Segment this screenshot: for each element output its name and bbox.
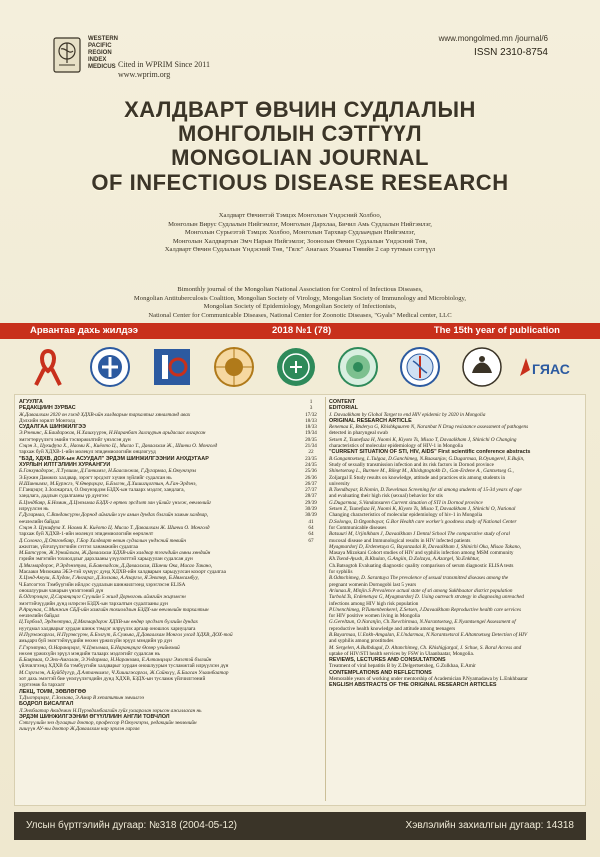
contents-page-number: 18/33 <box>305 424 317 431</box>
founder-line: Mongolian Antituberculosis Coalition, Mongolian Society of Virology, Mongolian Society of Immunology and Microbiology, <box>133 294 467 302</box>
contents-en-entry: CONTENT <box>329 399 356 405</box>
immunology-logo-icon <box>208 345 260 389</box>
contents-mn-entry: Сэцэн З., Цүкифуза Х., Наоми К., Киёото Ц., Мисао Т., Даваалхам Ж., Шинчи О. Монголд <box>19 443 218 450</box>
contents-en-entry: for syphilis <box>329 569 353 576</box>
contents-en-entry: Changing characteristics of molecular epidemiology of hiv-1 in Mongolia <box>329 512 483 519</box>
title-mn-line1: ХАЛДВАРТ ӨВЧИН СУДЛАЛЫН <box>124 97 476 122</box>
contents-en-entry: B.Bayarmaa, U.Enkh-Amgalan, E.Undarmaa, N.Narantsetsral E.Altantsetseg Detection of HIV <box>329 631 528 638</box>
contents-mn-entry: Э.Бужин Дамжих халдвар, зэрэгт эрсдэлт хүчин зүйлийг судалсан нь <box>19 474 172 481</box>
title-mn-line2: МОНГОЛЫН СЭТГҮҮЛ <box>177 121 423 146</box>
contents-page-number: 64 <box>308 524 314 531</box>
column-divider <box>325 397 326 801</box>
contents-en-entry: B.Tsendbayar, B.Nomin, D.Tsevelmaa Screening for sti among students of 15-34 years of age <box>329 487 522 494</box>
partner-logos <box>22 342 578 392</box>
contents-en-entry: Turbold.Ts, Erdenetuya G, Myagmardorj D. Using outreach strategy in diagnosing unreached <box>329 594 524 601</box>
contents-english <box>329 399 581 689</box>
virology-logo-icon <box>146 345 198 389</box>
journal-title <box>0 98 600 196</box>
contents-en-entry: P.Unenchimeg, P.Tumenbenkerel, Z.Setsen, J.Davaalkham Reproductive health care services <box>329 606 521 613</box>
contents-mn-entry: гишүүн АУ-ны доктор Ж.Даваалхам нар эрхлэн гаргав <box>19 726 140 733</box>
contents-mn-entry: ЭРДЭМ ШИНЖИЛГЭЭНИЙ ӨГҮҮЛЛИЙН АНГЛИ ТОВЧЛОЛ <box>19 713 170 720</box>
contents-mn-entry: М.Сэргэлэн, А.Буйбдүгүр, Д.Алтанчимэг, Ч.Хишигжаргал, Ж.Сайнхүү, Б.Баасан Улаанбаатар <box>19 669 229 676</box>
contents-mn-entry: М.Батсүрэн, Ж.Урнийлхам, Ж.Даваалхам ХДХВ-ийн халдвар тээгчдийн амны хөндийн <box>19 550 211 557</box>
contents-en-entry: Batsuuri M, Urjinlkham J, Davaalkham J Dental School The comparative study of oral <box>329 531 510 538</box>
contents-en-entry: "CURRENT SITUATION OF STI, HIV, AIDS" First scientific conference abstracts <box>329 449 531 456</box>
contents-page-number: 17/32 <box>305 411 317 418</box>
contents-mn-entry: өөчлөлийн байдал <box>19 518 60 525</box>
contents-mn-entry: оношлуурын чанарын үнэлгээний дүн <box>19 587 104 594</box>
wprim-line: MEDICUS <box>88 64 116 70</box>
contents-mn-entry: Ч.Батсогтох Тэмбүүгийн ийлдэс судлалын шинжилгээнд хэрэглэсэн ELISA <box>19 581 186 588</box>
contents-mn-entry: нөхөн үржихүйн эрүүл мэндийн талаарх мэдлэгийг судалсан нь <box>19 650 160 657</box>
founder-line: Bimonthly journal of the Mongolian National Association for Control of Infectious Diseases, <box>177 286 423 293</box>
contents-en-entry: Treatment of viral hepatitis B by Z.Delgertsetsheg, G.Zulkhaa, E.Amir <box>329 663 476 670</box>
contents-page-number: 19/34 <box>305 430 317 437</box>
contents-mn-entry: тархаж буй ХДХВ-1-ийн молекул эпидемиологийн өөрчлөлт <box>19 531 154 538</box>
contents-page-number: 28/37 <box>305 493 317 500</box>
contents-en-entry: G.Gereltzun, O.Naranjin, Ch.Tsevchirmaa, N.Narantsetseg, E.Nyamtsengel Assessment of <box>329 619 516 626</box>
founder-line: Монголын Сурьеэтэй Тэмцэх Холбоо, Монголын Тархвар Судлаачдын Нийгэмлэг, <box>184 229 416 237</box>
contents-en-entry: characteristics of molecular epidemiology of HIV-1 in Mongolia <box>329 443 463 450</box>
contents-page-number: 25/36 <box>305 468 317 475</box>
contents-mn-entry: Э.Рэнчинс, Б.Баидаржав, Н.Хашхүүрэн, Н.Наранбат Залгиурын арьдасаас ялгарсан <box>19 430 206 437</box>
contents-en-entry: M. Sergelen, A.Bulbdugul, D. Altanchimeg, Ch. Khishigjargal, J. Schue, S. Baral Access and <box>329 644 522 651</box>
contents-en-entry: for HIV positive women living in Mongolia <box>329 613 420 620</box>
contents-en-entry: for Communicable diseases <box>329 524 387 531</box>
who-emblem-icon <box>52 36 82 74</box>
contents-mn-entry: АГУУЛГА <box>19 399 43 405</box>
contents-mn-entry: нуугдмал халдварыг хурдан шинж тэмдэг илрүүлэх аргаар оношлох хариуцлага <box>19 625 196 632</box>
contents-mn-entry: Л.Энхбаатар Академич Н.Пүрэвдамбаагийн гуйх ухааралан зорьсон ажилласан нь <box>19 707 202 714</box>
antituberculosis-logo-icon <box>84 345 136 389</box>
contents-mn-entry: Б.Цэндбаяр, Б.Номин, Д.Цэвэлмаа БЗДХ-г өртөх эрсдэлт зан үйлийг үнэлж, өөчлөлийг <box>19 499 212 506</box>
contents-page-number: 27/37 <box>305 487 317 494</box>
founder-line: Монголын Вирус Судлалын Нийгэмлэг, Монголын Дархлаа, Бичил Амь Судлалын Нийгэмлэг, <box>168 220 432 228</box>
contents-mn-entry: эмгэгтөрүүлэгч эмийн тэсвэржилтийг үнэлсэн дүн <box>19 436 131 443</box>
contents-mn-entry: тархаж буй ХДХВ-1-ийн молекул эпидемиологийн онцлогууд <box>19 449 156 456</box>
wprim-line: PACIFIC <box>88 43 112 49</box>
contents-mn-entry: Сэтгүүлийн энэ дугаарыг доктор, профессор Р.Оюунгэрэл, редакцийн зөвлөлийн <box>19 720 197 727</box>
founder-line: Монголын Халдвартын Эмч Нарын Нийгэмлэг, Зоонозын Өвчин Судлалын Үндэсний Төв, <box>172 237 428 245</box>
gyals-logo-text: ГЯАС <box>532 361 570 377</box>
contents-en-entry: Ariunaa.R, Minjin.S Prevalence actual state of sti among Sukhbaatar district population <box>329 587 513 594</box>
contents-mn-entry: Дэлхийн зорилт Монголд <box>19 417 76 424</box>
contents-en-entry: Shinetsetseg L., Burmee M., Bilegt M., Khishgtogtokh D., Gan-Erdene A., Gantsetseg G., <box>329 468 514 475</box>
contents-en-entry: REVIEWS, LECTURES AND CONSULTATIONS <box>329 657 446 664</box>
contents-en-entry: Masaya Mizokani Cohort studies of HIV and syphilis infection among MSM community <box>329 550 514 557</box>
founder-line: Халдварт Өвчин Судлалын Үндэсний Төв, "Гялс" Анагаах Ухааны Төвийн 2 сар тутмын сэтгүүл <box>164 246 436 254</box>
contents-mongolian <box>19 399 297 733</box>
contents-mn-entry: Ц.Торболд, Эрдэнэтуяа, Д.Мягмардорж ХДХВ-ын өндөр эрсдэлт бүлгийн дундах <box>19 619 198 626</box>
volume-year-en: The 15th year of publication <box>433 325 560 336</box>
contents-mn-entry: Г.Ганцэцэг, З.Золжаргал, О.Оюунэрдэм БЗДХ-ын талаарх мэдлэг, хандлага, <box>19 487 185 494</box>
title-en-line1: MONGOLIAN JOURNAL <box>171 145 429 170</box>
epidemiology-logo-icon <box>270 345 322 389</box>
zoonotic-logo-icon <box>456 345 508 389</box>
issue-number: 2018 №1 (78) <box>272 325 332 336</box>
contents-mn-entry: Д.Мягмардорж, Р.Эрдэнэтуяа, Б.Баянзадсан, Д.Даваалхам, Шинчи Ока, Мисао Такано, <box>19 562 213 569</box>
contents-page-number: 1 <box>309 399 313 405</box>
contents-mn-entry: БОДРОЛ БИСАЛГАЛ <box>19 701 74 708</box>
contents-en-entry: pregnant womenin Dornogobi last 5 years <box>329 581 417 588</box>
cited-line: Cited in WPRIM Since 2011 <box>118 60 210 69</box>
contents-mn-entry: Н.Пүрэвжаргал, Н.Пүрэвсүрэн, Б.Бэлгүт, Б.Сумьяа, Д.Даваалхам Монгол улсад ХДХВ, ДОХ-той <box>19 631 233 638</box>
contents-en-entry: EDITORIAL <box>329 405 358 412</box>
founders-mongolian <box>60 212 540 255</box>
contents-page-number: 24/35 <box>305 461 317 468</box>
contents-en-entry: Ch.Batsogtoh Evaluating diagnostic quality comparison of serum diagnostic ELISA tests <box>329 562 514 569</box>
registration-number: Улсын бүртгэлийн дугаар: №318 (2004-05-12) <box>26 820 238 831</box>
contents-page-number: 29/39 <box>305 499 317 506</box>
contents-en-entry: CONTEMPLATIONS AND REFLECTIONS <box>329 669 432 676</box>
journal-meta <box>439 34 548 58</box>
contents-page-number: 20/35 <box>305 436 317 443</box>
ncrd-logo-icon <box>394 345 446 389</box>
contents-page-number: 67 <box>308 537 314 544</box>
contents-page-number: 41 <box>308 518 314 525</box>
contents-mn-entry: Сэцэн З. Цүкифуза Х. Наоми К. Киёото Ц. Мисао Т. Даваалхам Ж. Шинчи О. Монголд <box>19 524 210 531</box>
contents-mn-entry: Д.Солонго, Д.Отгонбаяр, Г.Бор Халдварт өвчин судлалын үндэсний төвийн <box>19 537 186 544</box>
contents-mn-entry: "БЗД, ХДХВ, ДОХ-ын АСУУДАЛ" ЭРДЭМ ШИНЖИЛГЭЭНИЙ АНХДУГААР <box>19 455 209 462</box>
contents-mn-entry: Р.Ариунаа, С.Минжин СБД-ийн хамгийн тохиолдлын БЗДХ-ын өөчлөлийн тархалтын <box>19 606 209 613</box>
contents-pages <box>297 399 325 544</box>
contents-en-entry: and syphilis among prostitudes <box>329 638 394 645</box>
contents-mn-entry: Г.Дугармаа, С.Вандансүрэн Дорнод аймгийн хүн амын дундах бэлгийн замын халдвар, <box>19 512 209 519</box>
infectionists-logo-icon <box>332 345 384 389</box>
contents-mn-entry: ажилтан, үйлчлүүлэгчийн сэтгэл ханамжийн судалгаа <box>19 543 138 550</box>
contents-en-entry: Renemaa E, Bnderya G, Khishkguuren N, Naranbat N Drug resistance assessment of pathogens <box>329 424 529 431</box>
contents-en-entry: mucosal disease and Immunological results in HIV infected patients <box>329 537 471 544</box>
contents-mn-entry: ЛЕКЦ, ТОЙМ, ЗӨВЛӨГӨӨ <box>19 688 87 695</box>
contents-en-entry: B.Gangantsetseg, L.Tulgaa, D.Ganchimeg, N.Baasanjav, G.Dugarmaa, B.Oyungerel, E.Bujin, <box>329 455 525 462</box>
contents-page-number: 3 <box>309 405 313 412</box>
contents-en-entry: ENGLISH ABSTRACTS OF THE ORIGINAL RESEARCH ARTICLES <box>329 682 497 689</box>
contents-page-number: 22 <box>308 449 314 456</box>
journal-url: www.mongolmed.mn /journal/6 <box>438 34 548 43</box>
contents-en-entry: uptake of HIV/STI health services by FSW in Ulaanbaatar, Mongolia. <box>329 650 475 657</box>
contents-en-entry: Setsen Z, Tsunefuza H, Naomi K, Kiyoto Ts, Misao T, Davaalkham J, Shinichi O Changing <box>329 436 517 443</box>
contents-mn-entry: хандлага, дадлын судалгааны үр дүнгээс <box>19 493 109 500</box>
founder-line: Mongolian Society of Epidemiology, Mongolian Society of Infectionists, <box>203 303 397 311</box>
contents-mn-entry: гэрийн эмгэгийн тохиолдлыг дархлааны үзүүлэлттэй харьцуулан судалсан дүн <box>19 556 193 563</box>
founders-english <box>60 286 540 320</box>
gyals-logo <box>518 345 578 389</box>
contents-page-number: 26/37 <box>305 480 317 487</box>
contents-mn-entry: Масааки Мизокава ЭБЭ-тэй хүмүүс дунд ХДХВ-ийн халдварын харьцуулсан кохорт судалгаа <box>19 569 226 576</box>
contents-mn-entry: СУДАЛГАА ШИНЖИЛГЭЭ <box>19 424 86 431</box>
issn: ISSN 2310-8754 <box>474 47 548 58</box>
contents-mn-entry: Б.Одгэрэлцэг, Д.Саранцэцэг Сүүлийн 5 жилд Дорноговь аймгийн жирэмсэн <box>19 594 186 601</box>
wprim-line: WESTERN <box>88 36 118 42</box>
contents-en-entry: D.Solongo, D.Otgonbayar, G.Bor Health care worker's goodness study of National Center <box>329 518 517 525</box>
contents-page-number: 30/39 <box>305 506 317 513</box>
contents-page-number: 26/36 <box>305 474 317 481</box>
contents-mn-entry: амьдарч буй эмэгтэйчүүдийн нөхөн үржихүйн эрүүл мэндийн үр дүн <box>19 638 172 645</box>
contents-en-entry: university <box>329 480 350 487</box>
volume-year-mn: Арвантав дахь жилдээ <box>30 325 139 336</box>
contents-en-entry: infections among HIV high risk population <box>329 600 419 607</box>
contents-page-number: 18/33 <box>305 417 317 424</box>
contents-mn-entry: үйлчилгээнд ХДХВ ба тэмбүүгийн халдварыг хурдан оношлуурын тусламжтай илрүүлсэн дүн <box>19 663 229 670</box>
table-of-contents <box>14 394 586 806</box>
title-en-line2: OF INFECTIOUS DISEASE RESEARCH <box>91 170 509 195</box>
issue-bar <box>0 323 600 339</box>
contents-mn-entry: Т.Дэлгэрцэцэг, Г.Золзаяа, Э.Амар В хепатитын эмчилгээ <box>19 694 145 701</box>
contents-en-entry: Kh.Tsend-Ayush, B.Khulan, G.Angiin, D.Zolzaya, A.Azargel, Ya.Enkhtur, <box>329 556 480 563</box>
contents-mn-entry: ХУРЛЫН ИЛТГЭЛИЙН ХУРААНГУЙ <box>19 461 111 468</box>
contents-en-entry: Setsen Z, Tsunefuza H, Naomi K, Kiyoto Ts, Misao T, Davaalkham J, Shinichi O, National <box>329 506 516 513</box>
contents-en-entry: Memorable years of working under mentorship of Academician P.Nyamadawa by L.Enkhbaatar <box>329 676 528 683</box>
contents-en-entry: J. Davaalkham by Global Target to end HIV epidemic by 2020 in Mongolia <box>329 411 486 418</box>
contents-mn-entry: Б.Ганхуяадорж, Л.Түвшин, Д.Ганчимэг, Н.Баасанжав, Г.Дугармаа, Б.Оюунгэрэл <box>19 468 197 475</box>
cited-note <box>118 60 210 80</box>
contents-en-entry: Zoljargal E Study results on knowledge, attitude and practices stis among students in <box>329 474 506 481</box>
contents-en-entry: B.Odmchimeg, D. Sarantuya The prevalence of sexual transmitted diseases among the <box>329 575 509 582</box>
ribbon-logo-icon <box>22 345 74 389</box>
contents-en-entry: ORIGINAL RESEARCH ARTICLE <box>329 417 412 424</box>
wprim-line: REGION <box>88 50 112 56</box>
wprim-line: INDEX <box>88 57 107 63</box>
contents-mn-entry: өөчлөлийн байдал <box>19 613 60 620</box>
contents-page-number: 64 <box>308 531 314 538</box>
contents-en-entry: Study of sexually transmission infection and its risk factors in Dornod province <box>329 461 494 468</box>
footer-bar <box>14 812 586 840</box>
contents-mn-entry: Г.Гэрэлтуяа, О.Наранцэцэг, Ч.Цэвэлмаа, Б.Наранцэцэг Өсвөр үеийнхний <box>19 644 180 651</box>
order-number: Хэвлэлийн захиалгын дугаар: 14318 <box>405 820 574 831</box>
contents-mn-entry: Б.Баярмаа, О.Энх-Амгалан, Э.Ундармаа, Н.Наранзаяа, Е.Алтанцэцэг Эмэгтэй бэлгийн <box>19 657 212 664</box>
contents-page-number: 30/39 <box>305 512 317 519</box>
contents-page-number: 21/34 <box>305 443 317 450</box>
contents-mn-entry: Х.Цэнд-Аюуш, Б.Худан, Г.Ангараг, Д.Золзаяа, А.Азаргэл, Я.Энхтөр, Б.Нямсамбуу, <box>19 575 199 582</box>
contents-en-entry: and evaluating their high risk (sexual) behavior for stis <box>329 493 443 500</box>
founder-line: Халдварт Өвчинтэй Тэмцэх Монголын Үндэсний Холбоо, <box>218 212 382 219</box>
contents-mn-entry: хүртээмж ба тархалт <box>19 682 65 689</box>
contents-en-entry: detected in pharyngeal swab <box>329 430 388 437</box>
contents-mn-entry: Ж.Даваалхам 2020 он гэхэд ХДХВ-ийн халдварын тархалтыг хяналтанд авах <box>19 411 191 418</box>
contents-mn-entry: эмэгтэйчүүдийн дунд илэрсэн БЗДХ-ын тархалтын судалгааны дүн <box>19 600 168 607</box>
contents-mn-entry: Н.Шинчимэг, М.Буржгэ, Ч.Өнөрцэцэг, Б.Бэлгэн, Д.Хишигцогтын, А.Ган-Эрдэнэ, <box>19 480 197 487</box>
contents-en-entry: Myagmardorj D, Erdenetuya G, Bayanzadai B, Davaalkham J, Shinichi Oka, Misao Takano, <box>329 543 522 550</box>
contents-mn-entry: РЕДАКЦИЙН ЗУРВАС <box>19 405 76 412</box>
contents-en-entry: reproductive health knowledge and attitude among teenagers <box>329 625 456 632</box>
contents-page-number: 23/35 <box>305 455 317 462</box>
contents-en-entry: G.Dugarmaa, S.Vandansuren Current situation of STI in Dornod province <box>329 499 483 506</box>
founder-line: National Center for Communicable Diseases, National Center for Zoonotic Diseases, "Gyals" Medical center, LLC <box>148 311 452 319</box>
contents-mn-entry: илрүүлсэн нь <box>19 506 49 513</box>
cited-url: www.wprim.org <box>118 70 171 79</box>
contents-mn-entry: хот дахь эмэгтэй бие үнэлүүлэгчдийн дунд ХДХВ, БЗДХ-ын тусламж үйлчилгээний <box>19 676 206 683</box>
